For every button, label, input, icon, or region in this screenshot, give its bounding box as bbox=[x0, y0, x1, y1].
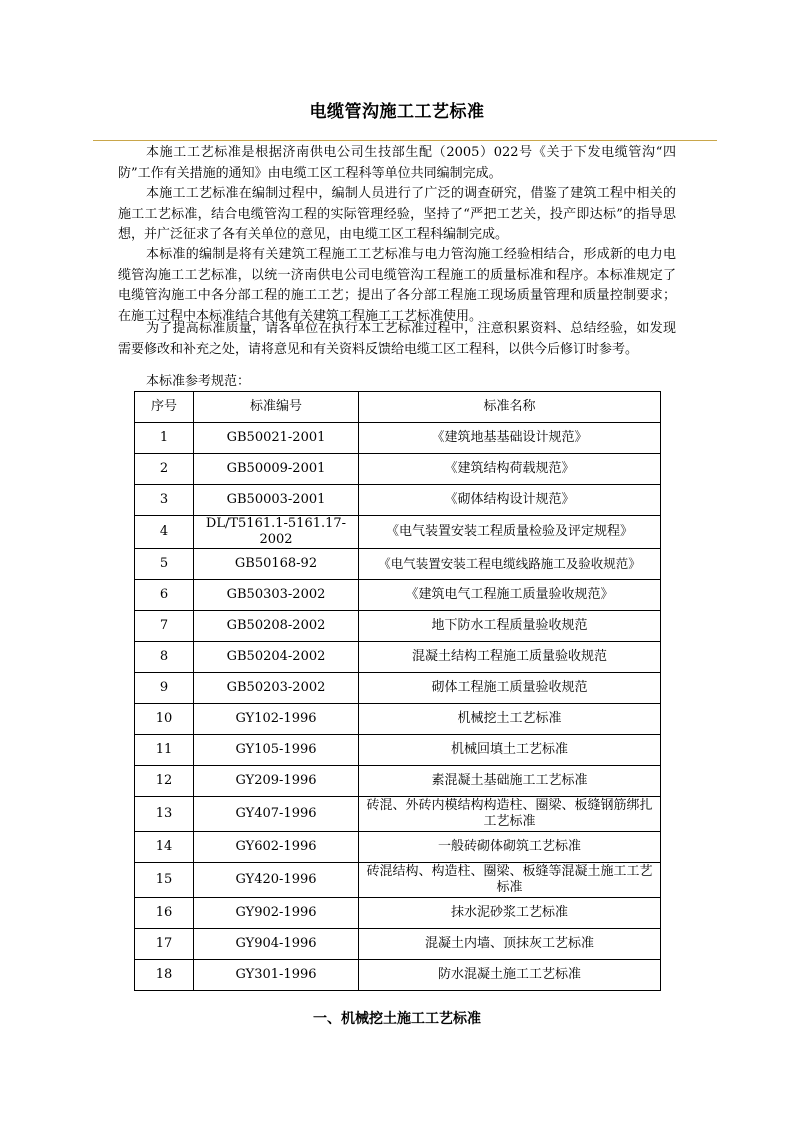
row-code: GY301-1996 bbox=[194, 960, 359, 991]
row-name: 地下防水工程质量验收规范 bbox=[359, 611, 661, 642]
table-row bbox=[135, 863, 661, 898]
table-row bbox=[135, 898, 661, 929]
row-name: 《电气装置安装工程电缆线路施工及验收规范》 bbox=[359, 549, 661, 580]
table-row bbox=[135, 766, 661, 797]
row-index: 9 bbox=[135, 673, 194, 704]
row-name: 素混凝土基础施工工艺标准 bbox=[359, 766, 661, 797]
section-heading: 一、机械挖土施工工艺标准 bbox=[313, 1011, 481, 1027]
row-code: GY420-1996 bbox=[194, 863, 359, 898]
row-name: 《建筑电气工程施工质量验收规范》 bbox=[359, 580, 661, 611]
row-code: GY902-1996 bbox=[194, 898, 359, 929]
row-index: 18 bbox=[135, 960, 194, 991]
row-name: 《建筑结构荷载规范》 bbox=[359, 454, 661, 485]
row-code: GB50203-2002 bbox=[194, 673, 359, 704]
header-standard-name: 标准名称 bbox=[359, 392, 661, 423]
row-index: 4 bbox=[135, 516, 194, 549]
row-code: GB50009-2001 bbox=[194, 454, 359, 485]
row-index: 3 bbox=[135, 485, 194, 516]
table-row bbox=[135, 611, 661, 642]
table-row bbox=[135, 929, 661, 960]
row-code: GY209-1996 bbox=[194, 766, 359, 797]
row-code: DL/T5161.1-5161.17-2002 bbox=[194, 516, 359, 549]
row-name: 一般砖砌体砌筑工艺标准 bbox=[359, 832, 661, 863]
row-index: 12 bbox=[135, 766, 194, 797]
row-code: GY407-1996 bbox=[194, 797, 359, 832]
row-name: 《建筑地基基础设计规范》 bbox=[359, 423, 661, 454]
intro-paragraph-2: 本施工工艺标准在编制过程中，编制人员进行了广泛的调查研究，借鉴了建筑工程中相关的施工工艺标准，结合电缆管沟工程的实际管理经验，坚持了“严把工艺关，投产即达标”的指导思想，并广泛征求了各有关单位的意见，由电缆工区工程科编制完成。 bbox=[118, 186, 676, 242]
row-code: GB50204-2002 bbox=[194, 642, 359, 673]
row-index: 13 bbox=[135, 797, 194, 832]
table-row bbox=[135, 673, 661, 704]
table-row bbox=[135, 516, 661, 549]
row-index: 7 bbox=[135, 611, 194, 642]
row-code: GB50208-2002 bbox=[194, 611, 359, 642]
table-row bbox=[135, 735, 661, 766]
row-index: 16 bbox=[135, 898, 194, 929]
reference-standards-table bbox=[134, 391, 661, 991]
row-name: 砖混结构、构造柱、圈梁、板缝等混凝土施工工艺标准 bbox=[359, 863, 661, 898]
intro-paragraph-1: 本施工工艺标准是根据济南供电公司生技部生配（2005）022号《关于下发电缆管沟“四防”工作有关措施的通知》由电缆工区工程科等单位共同编制完成。 bbox=[118, 145, 676, 181]
table-row bbox=[135, 797, 661, 832]
row-name: 《电气装置安装工程质量检验及评定规程》 bbox=[359, 516, 661, 549]
row-code: GY105-1996 bbox=[194, 735, 359, 766]
table-header-row bbox=[135, 392, 661, 423]
row-name: 机械回填土工艺标准 bbox=[359, 735, 661, 766]
row-name: 《砌体结构设计规范》 bbox=[359, 485, 661, 516]
title-divider bbox=[93, 140, 717, 141]
table-row bbox=[135, 832, 661, 863]
row-index: 10 bbox=[135, 704, 194, 735]
row-index: 11 bbox=[135, 735, 194, 766]
row-name: 抹水泥砂浆工艺标准 bbox=[359, 898, 661, 929]
reference-intro: 本标准参考规范： bbox=[146, 374, 251, 389]
row-index: 8 bbox=[135, 642, 194, 673]
row-code: GY602-1996 bbox=[194, 832, 359, 863]
table-row bbox=[135, 423, 661, 454]
row-name: 防水混凝土施工工艺标准 bbox=[359, 960, 661, 991]
row-index: 17 bbox=[135, 929, 194, 960]
row-code: GB50021-2001 bbox=[194, 423, 359, 454]
row-name: 混凝土内墙、顶抹灰工艺标准 bbox=[359, 929, 661, 960]
row-name: 机械挖土工艺标准 bbox=[359, 704, 661, 735]
row-index: 1 bbox=[135, 423, 194, 454]
row-name: 砖混、外砖内模结构构造柱、圈梁、板缝钢筋绑扎工艺标准 bbox=[359, 797, 661, 832]
table-row bbox=[135, 704, 661, 735]
table-row bbox=[135, 580, 661, 611]
row-index: 2 bbox=[135, 454, 194, 485]
row-code: GY102-1996 bbox=[194, 704, 359, 735]
row-index: 6 bbox=[135, 580, 194, 611]
table-row bbox=[135, 485, 661, 516]
row-index: 5 bbox=[135, 549, 194, 580]
intro-paragraph-4: 为了提高标准质量，请各单位在执行本工艺标准过程中，注意积累资料、总结经验，如发现需要修改和补充之处，请将意见和有关资料反馈给电缆工区工程科，以供今后修订时参考。 bbox=[118, 321, 676, 357]
row-index: 14 bbox=[135, 832, 194, 863]
row-name: 混凝土结构工程施工质量验收规范 bbox=[359, 642, 661, 673]
header-standard-code: 标准编号 bbox=[194, 392, 359, 423]
header-index: 序号 bbox=[135, 392, 194, 423]
table-row bbox=[135, 960, 661, 991]
intro-paragraph-3: 本标准的编制是将有关建筑工程施工工艺标准与电力管沟施工经验相结合，形成新的电力电缆管沟施工工艺标准，以统一济南供电公司电缆管沟工程施工的质量标准和程序。本标准规定了电缆管沟施工中各分部工程的施工工艺；提出了各分部工程施工现场质量管理和质量控制要求；在施工过程中本标准结合其他有关建筑工程施工工艺标准使用。 bbox=[118, 247, 676, 324]
document-title: 电缆管沟施工工艺标准 bbox=[309, 102, 485, 122]
row-code: GB50303-2002 bbox=[194, 580, 359, 611]
row-code: GB50168-92 bbox=[194, 549, 359, 580]
row-name: 砌体工程施工质量验收规范 bbox=[359, 673, 661, 704]
row-code: GB50003-2001 bbox=[194, 485, 359, 516]
table-row bbox=[135, 642, 661, 673]
row-code: GY904-1996 bbox=[194, 929, 359, 960]
table-row bbox=[135, 549, 661, 580]
row-index: 15 bbox=[135, 863, 194, 898]
table-row bbox=[135, 454, 661, 485]
